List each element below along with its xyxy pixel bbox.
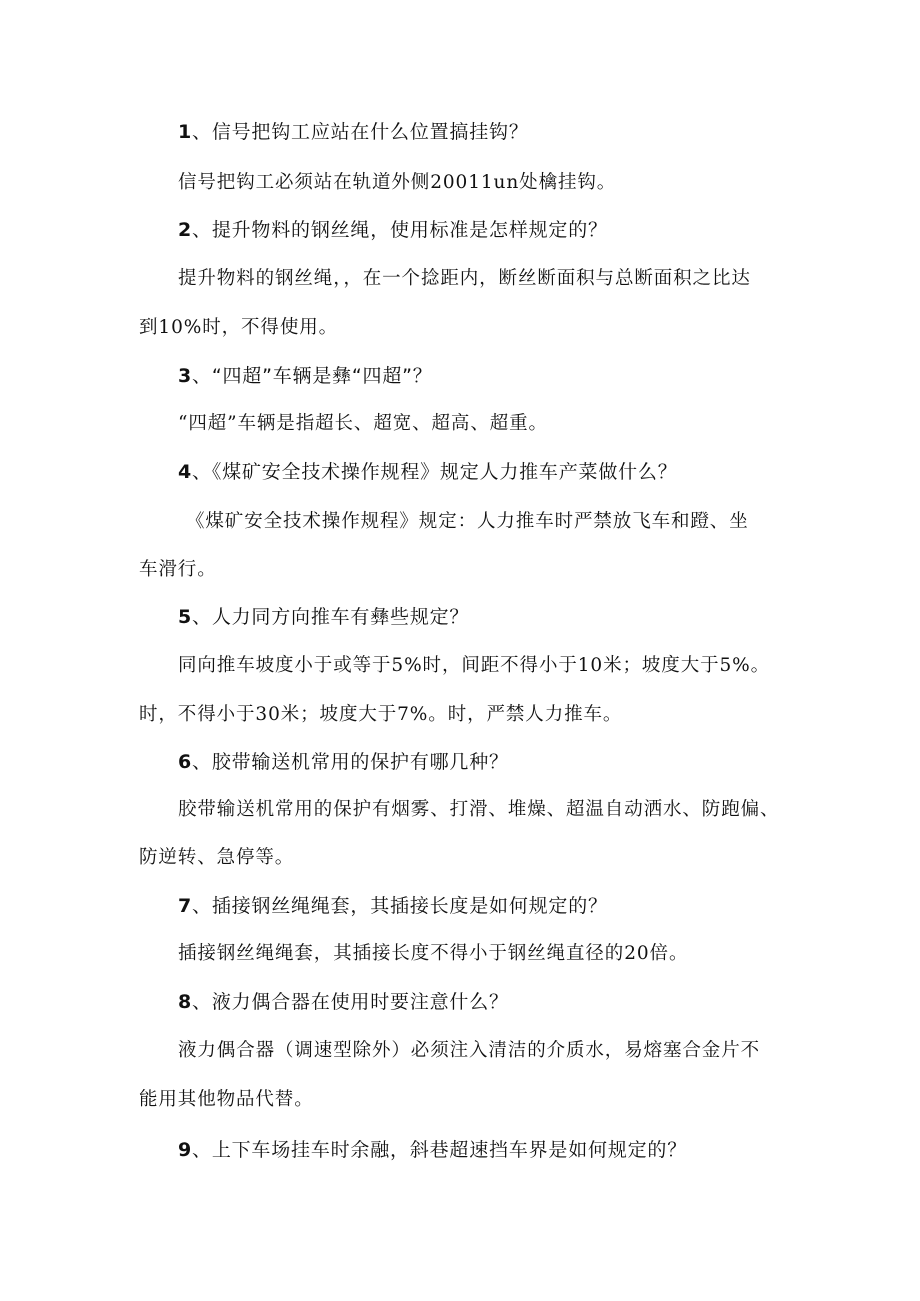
question-text: 、《煤矿安全技术操作规程》规定人力推车产菜做什么？ — [192, 461, 678, 483]
question-2 — [178, 218, 608, 242]
question-3 — [178, 364, 433, 388]
question-text: 、信号把钩工应站在什么位置搞挂钩？ — [192, 121, 529, 143]
question-1 — [178, 120, 529, 144]
question-9 — [178, 1138, 687, 1162]
question-8 — [178, 990, 509, 1014]
question-number: 4 — [178, 461, 193, 483]
answer-8-line-2: 能用其他物品代替。 — [139, 1089, 314, 1110]
answer-5-line-1: 同向推车坡度小于或等于5%时，间距不得小于10米；坡度大于5%。 — [178, 655, 771, 676]
answer-6-line-1: 胶带输送机常用的保护有烟雾、打滑、堆燥、超温自动洒水、防跑偏、 — [178, 799, 780, 820]
question-number: 5 — [178, 606, 193, 628]
question-text: 、人力同方向推车有彝些规定？ — [192, 606, 470, 628]
answer-2-line-2: 到10%时，不得使用。 — [139, 317, 339, 338]
question-text: 、提升物料的钢丝绳，使用标准是怎样规定的？ — [192, 219, 608, 241]
answer-3-line-1: “四超”车辆是指超长、超宽、超高、超重。 — [178, 413, 548, 434]
answer-2-line-1: 提升物料的钢丝绳，，在一个捻距内，断丝断面积与总断面积之比达 — [178, 268, 751, 289]
answer-8-line-1: 液力偶合器（调速型除外）必须注入清洁的介质水，易熔塞合金片不 — [178, 1040, 761, 1061]
question-number: 9 — [178, 1139, 193, 1161]
question-number: 6 — [178, 751, 193, 773]
question-5 — [178, 605, 469, 629]
question-6 — [178, 750, 509, 774]
question-number: 7 — [178, 895, 193, 917]
question-number: 2 — [178, 219, 193, 241]
question-text: 、液力偶合器在使用时要注意什么？ — [192, 991, 509, 1013]
answer-7-line-1: 插接钢丝绳绳套，其插接长度不得小于钢丝绳直径的20倍。 — [178, 943, 689, 964]
answer-4-line-2: 车滑行。 — [139, 559, 217, 580]
answer-1-line-1: 信号把钩工必须站在轨道外侧20011un处檎挂钩。 — [178, 172, 617, 193]
question-number: 3 — [178, 365, 193, 387]
answer-6-line-2: 防逆转、急停等。 — [139, 847, 295, 868]
question-text: 、上下车场挂车时余融，斜巷超速挡车界是如何规定的？ — [192, 1139, 688, 1161]
question-text: 、胶带输送机常用的保护有哪几种？ — [192, 751, 509, 773]
question-number: 8 — [178, 991, 193, 1013]
question-text: 、插接钢丝绳绳套，其插接长度是如何规定的？ — [192, 895, 608, 917]
answer-5-line-2: 时，不得小于30米；坡度大于7%。时，严禁人力推车。 — [139, 704, 623, 725]
question-number: 1 — [178, 121, 193, 143]
question-4 — [178, 460, 678, 484]
question-text: 、“四超”车辆是彝“四超”？ — [192, 365, 433, 387]
answer-4-line-1: 《煤矿安全技术操作规程》规定：人力推车时严禁放飞车和蹬、坐 — [186, 511, 749, 532]
question-7 — [178, 894, 608, 918]
